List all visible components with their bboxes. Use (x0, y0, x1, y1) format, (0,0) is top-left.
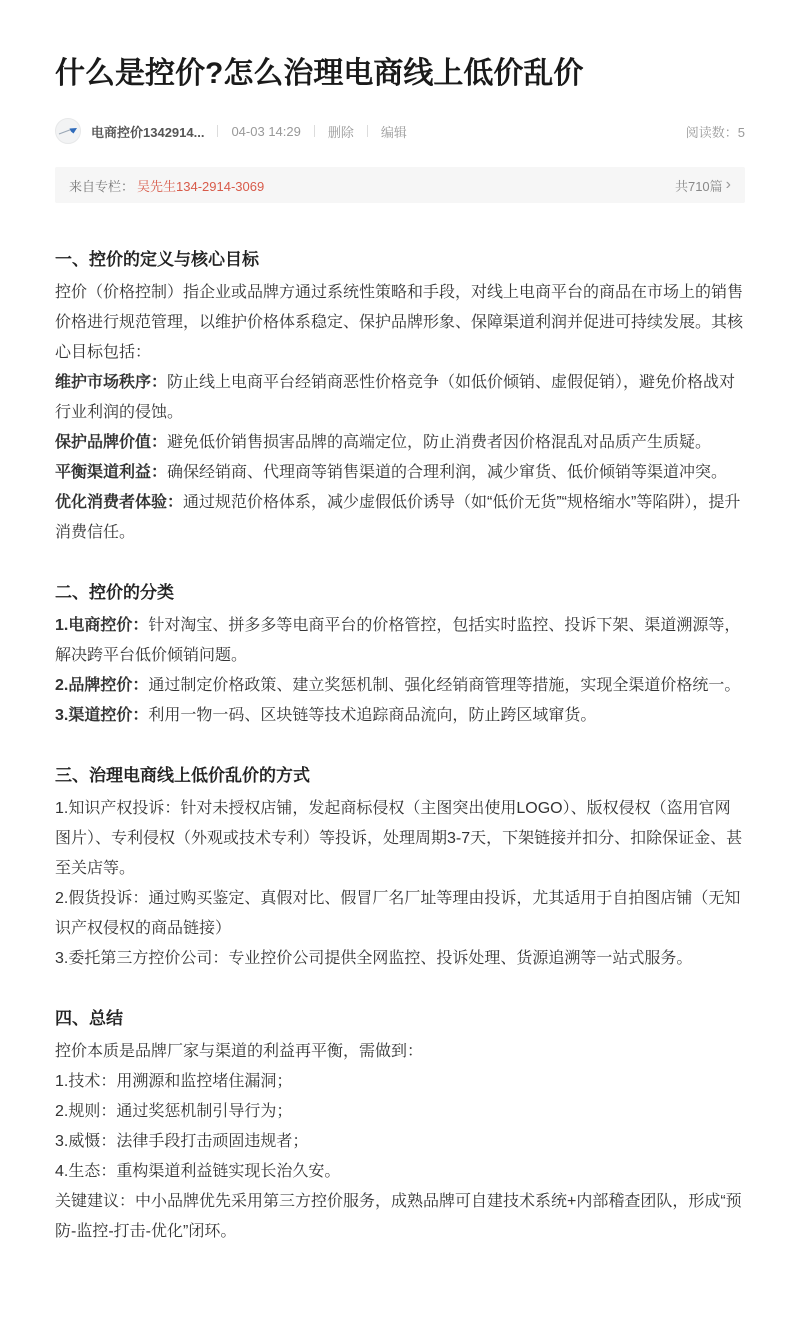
meta-row (55, 117, 745, 145)
section-methods (55, 763, 745, 974)
page-title: 什么是控价?怎么治理电商线上低价乱价 (55, 57, 584, 90)
column-count-label: 共710篇 (674, 178, 723, 194)
divider (367, 125, 368, 137)
paragraph-text: 避免低价销售损害品牌的高端定位，防止消费者因价格混乱对品质产生质疑。 (167, 434, 712, 451)
section-heading: 四、总结 (55, 1009, 123, 1028)
paragraph: 控价本质是品牌厂家与渠道的利益再平衡，需做到： (55, 1043, 424, 1060)
article-body (55, 247, 745, 1317)
paragraph-text: 防止线上电商平台经销商恶性价格竞争（如低价倾销、虚假促销），避免价格战对行业利润的侵蚀。 (55, 374, 736, 421)
paragraph (55, 701, 745, 731)
column-prefix: 来自专栏： (69, 178, 135, 194)
paragraph: 2.规则：通过奖惩机制引导行为； (55, 1103, 293, 1120)
divider (314, 125, 315, 137)
paragraph-lead: 保护品牌价值： (55, 434, 168, 451)
paragraph (55, 368, 745, 428)
paragraph: 3.威慑：法律手段打击顽固违规者； (55, 1133, 309, 1150)
paragraph-lead: 2.品牌控价： (55, 677, 149, 694)
read-count-value: 5 (737, 124, 745, 140)
section-summary (55, 1006, 745, 1247)
read-count-label: 阅读数： (685, 124, 738, 140)
avatar[interactable] (55, 118, 81, 144)
article-page (55, 55, 745, 1317)
paragraph: 4.生态：重构渠道利益链实现长治久安。 (55, 1163, 341, 1180)
paper-plane-icon (55, 118, 81, 144)
column-link[interactable]: 吴先生134-2914-3069 (137, 178, 265, 194)
section-heading: 一、控价的定义与核心目标 (55, 250, 259, 269)
section-definition (55, 247, 745, 548)
paragraph (55, 428, 745, 458)
paragraph (55, 488, 745, 548)
paragraph-text: 通过制定价格政策、建立奖惩机制、强化经销商管理等措施，实现全渠道价格统一。 (148, 677, 741, 694)
section-heading: 二、控价的分类 (55, 583, 174, 602)
paragraph-lead: 优化消费者体验： (55, 494, 184, 511)
paragraph: 1.知识产权投诉：针对未授权店铺，发起商标侵权（主图突出使用LOGO）、版权侵权（盗用官网图片）、专利侵权（外观或技术专利）等投诉，处理周期3-7天，下架链接并扣分、扣除保证金、甚至关店等。 (55, 800, 743, 877)
column-count[interactable] (675, 176, 731, 195)
paragraph: 2.假货投诉：通过购买鉴定、真假对比、假冒厂名厂址等理由投诉，尤其适用于自拍图店铺（无知识产权侵权的商品链接） (55, 890, 741, 937)
read-count (686, 122, 745, 141)
chevron-right-icon: › (725, 176, 731, 193)
paragraph: 控价（价格控制）指企业或品牌方通过系统性策略和手段，对线上电商平台的商品在市场上的销售价格进行规范管理，以维护价格体系稳定、保护品牌形象、保障渠道利润并促进可持续发展。其核心目标包括： (55, 284, 744, 361)
paragraph-text: 通过规范价格体系，减少虚假低价诱导（如“低价无货”“规格缩水”等陷阱），提升消费信任。 (55, 494, 741, 541)
delete-link[interactable]: 删除 (327, 124, 354, 140)
edit-link[interactable]: 编辑 (380, 124, 407, 140)
paragraph-text: 利用一物一码、区块链等技术追踪商品流向，防止跨区域窜货。 (148, 707, 597, 724)
publish-date: 04-03 14:29 (231, 123, 301, 139)
column-info (69, 176, 264, 195)
paragraph-text: 确保经销商、代理商等销售渠道的合理利润，减少窜货、低价倾销等渠道冲突。 (167, 464, 728, 481)
paragraph (55, 611, 745, 671)
section-heading: 三、治理电商线上低价乱价的方式 (55, 766, 310, 785)
paragraph (55, 458, 745, 488)
paragraph-lead: 3.渠道控价： (55, 707, 149, 724)
paragraph: 1.技术：用溯源和监控堵住漏洞； (55, 1073, 293, 1090)
paragraph: 关键建议：中小品牌优先采用第三方控价服务，成熟品牌可自建技术系统+内部稽查团队，形成“预防-监控-打击-优化”闭环。 (55, 1193, 742, 1240)
divider (217, 125, 218, 137)
paragraph-lead: 维护市场秩序： (55, 374, 168, 391)
author-name[interactable]: 电商控价1342914... (91, 124, 205, 140)
paragraph-lead: 平衡渠道利益： (55, 464, 168, 481)
paragraph-lead: 1.电商控价： (55, 617, 149, 634)
column-bar (55, 167, 745, 203)
paragraph: 3.委托第三方控价公司：专业控价公司提供全网监控、投诉处理、货源追溯等一站式服务。 (55, 950, 693, 967)
paragraph (55, 671, 745, 701)
paragraph-text: 针对淘宝、拼多多等电商平台的价格管控，包括实时监控、投诉下架、渠道溯源等，解决跨平台低价倾销问题。 (55, 617, 741, 664)
section-categories (55, 580, 745, 731)
